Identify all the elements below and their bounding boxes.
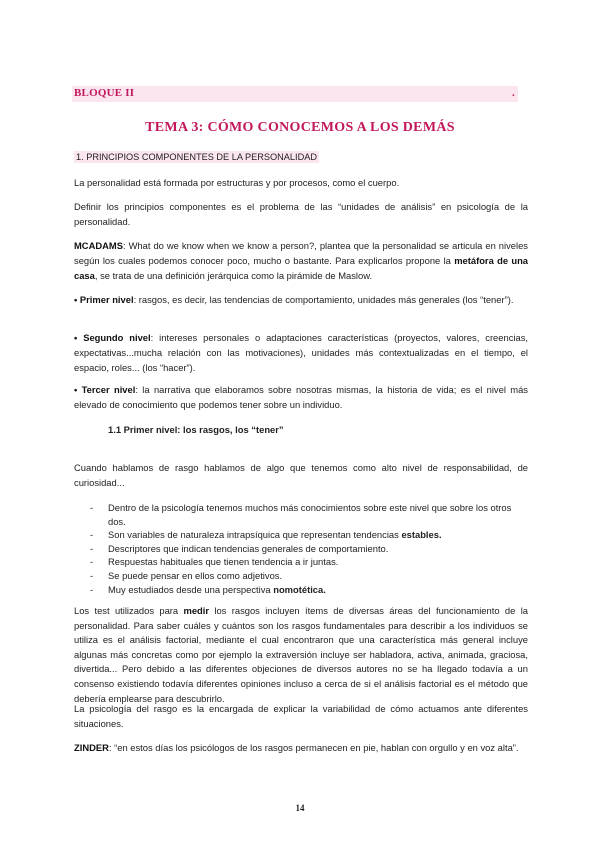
paragraph-text: Cuando hablamos de rasgo hablamos de algo que tenemos como alto nivel de responsabilidad, de curiosidad... (74, 462, 528, 488)
subsection-heading: 1.1 Primer nivel: los rasgos, los “tener” (108, 424, 284, 435)
bold-term: metáfora de una casa (74, 255, 529, 281)
level-label: • Tercer nivel (74, 384, 136, 395)
paragraph-level-3 (74, 382, 528, 412)
paragraph-text: : What do we know when we know a person?, plantea que la personalidad se articula en niveles según los cuales podemos conocer poco, mucho o bastante. Para explicarlos propone la (74, 240, 528, 266)
paragraph-tests (74, 604, 528, 706)
paragraph-zinder (74, 740, 528, 755)
list-item-text: Descriptores que indican tendencias generales de comportamiento. (108, 542, 389, 554)
list-item (90, 528, 526, 542)
paragraph-text: La personalidad está formada por estructuras y por procesos, como el cuerpo. (74, 177, 400, 188)
paragraph-text: : la narrativa que elaboramos sobre nosotras mismas, la historia de vida; es el nivel más elevado de conocimiento que podemos tener sobre un individuo. (74, 384, 528, 410)
level-label: • Segundo nivel (74, 332, 151, 343)
list-dash: - (90, 556, 94, 568)
author-name: MCADAMS (74, 240, 123, 251)
paragraph-level-1 (74, 292, 528, 307)
level-label: • Primer nivel (74, 294, 134, 305)
list-item (90, 501, 526, 528)
paragraph-text: Definir los principios componentes es el problema de las “unidades de análisis” en psicología de la personalidad. (74, 201, 528, 227)
traits-list (90, 501, 526, 596)
paragraph-rasgo-intro (74, 460, 528, 490)
paragraph-text: : intereses personales o adaptaciones características (proyectos, valores, creencias, expectativas...mucha relación con las motivaciones), unidades más contextualizadas en el tiempo, el espacio, roles... (los “hacer”). (74, 332, 528, 373)
list-dash: - (90, 502, 94, 513)
list-dash: - (90, 529, 94, 541)
list-item-bold: nomotética. (273, 583, 326, 595)
bloque-header-bar (72, 86, 518, 102)
bloque-label: BLOQUE II (74, 87, 135, 99)
list-item (90, 542, 526, 556)
paragraph-text: La psicología del rasgo es la encargada de explicar la variabilidad de cómo actuamos ante diferentes situaciones. (74, 703, 528, 729)
bloque-end-mark: . (512, 87, 515, 99)
paragraph-level-2 (74, 330, 528, 375)
list-item (90, 583, 526, 597)
list-item-text: Dentro de la psicología tenemos muchos más conocimientos sobre este nivel que sobre los otros dos. (108, 502, 512, 527)
list-item-text: Se puede pensar en ellos como adjetivos. (108, 569, 283, 581)
tema-title: TEMA 3: CÓMO CONOCEMOS A LOS DEMÁS (145, 120, 455, 135)
paragraph-intro (74, 175, 528, 190)
paragraph-units (74, 199, 528, 229)
list-dash: - (90, 542, 94, 554)
paragraph-text: : rasgos, es decir, las tendencias de comportamiento, unidades más generales (los “tener”). (133, 294, 514, 305)
list-item (90, 569, 526, 583)
paragraph-text: : “en estos días los psicólogos de los rasgos permanecen en pie, hablan con orgullo y en voz alta”. (108, 742, 519, 753)
paragraph-text: , se trata de una definición jerárquica como la pirámide de Maslow. (94, 270, 373, 281)
bold-term: medir (183, 605, 210, 616)
section-heading: 1. PRINCIPIOS COMPONENTES DE LA PERSONALIDAD (76, 152, 317, 162)
paragraph-text: los rasgos incluyen ítems de diversas áreas del funcionamiento de la personalidad. Para saber cuáles y cuántos son los rasgos fundamentales para describir a los individuos se utiliza es el análisis factorial, mediante el cual encontraron que una característica más general incluye algunas más concretas como por ejemplo la extraversión incluye ser habladora, activa, animada, graciosa, divertida... Pero debido a las diferentes objeciones de diversos autores no se ha llegado todavía a un consenso existiendo todavía diferentes opiniones incluso a cerca de si el análisis factorial es el método que debería emplearse para descubrirlo. (74, 605, 528, 704)
paragraph-mcadams (74, 238, 528, 283)
paragraph-psicologia-rasgo (74, 702, 528, 731)
paragraph-text: Los test utilizados para (74, 605, 184, 616)
list-item-text: Son variables de naturaleza intrapsíquica que representan tendencias (108, 529, 402, 541)
list-item (90, 555, 526, 569)
list-item-bold: estables. (401, 529, 442, 541)
list-dash: - (90, 583, 94, 595)
list-dash: - (90, 569, 94, 581)
list-item-text: Respuestas habituales que tienen tendencia a ir juntas. (108, 556, 339, 568)
page-number: 14 (295, 803, 305, 813)
list-item-text: Muy estudiados desde una perspectiva (108, 583, 274, 595)
author-name: ZINDER (74, 742, 109, 753)
